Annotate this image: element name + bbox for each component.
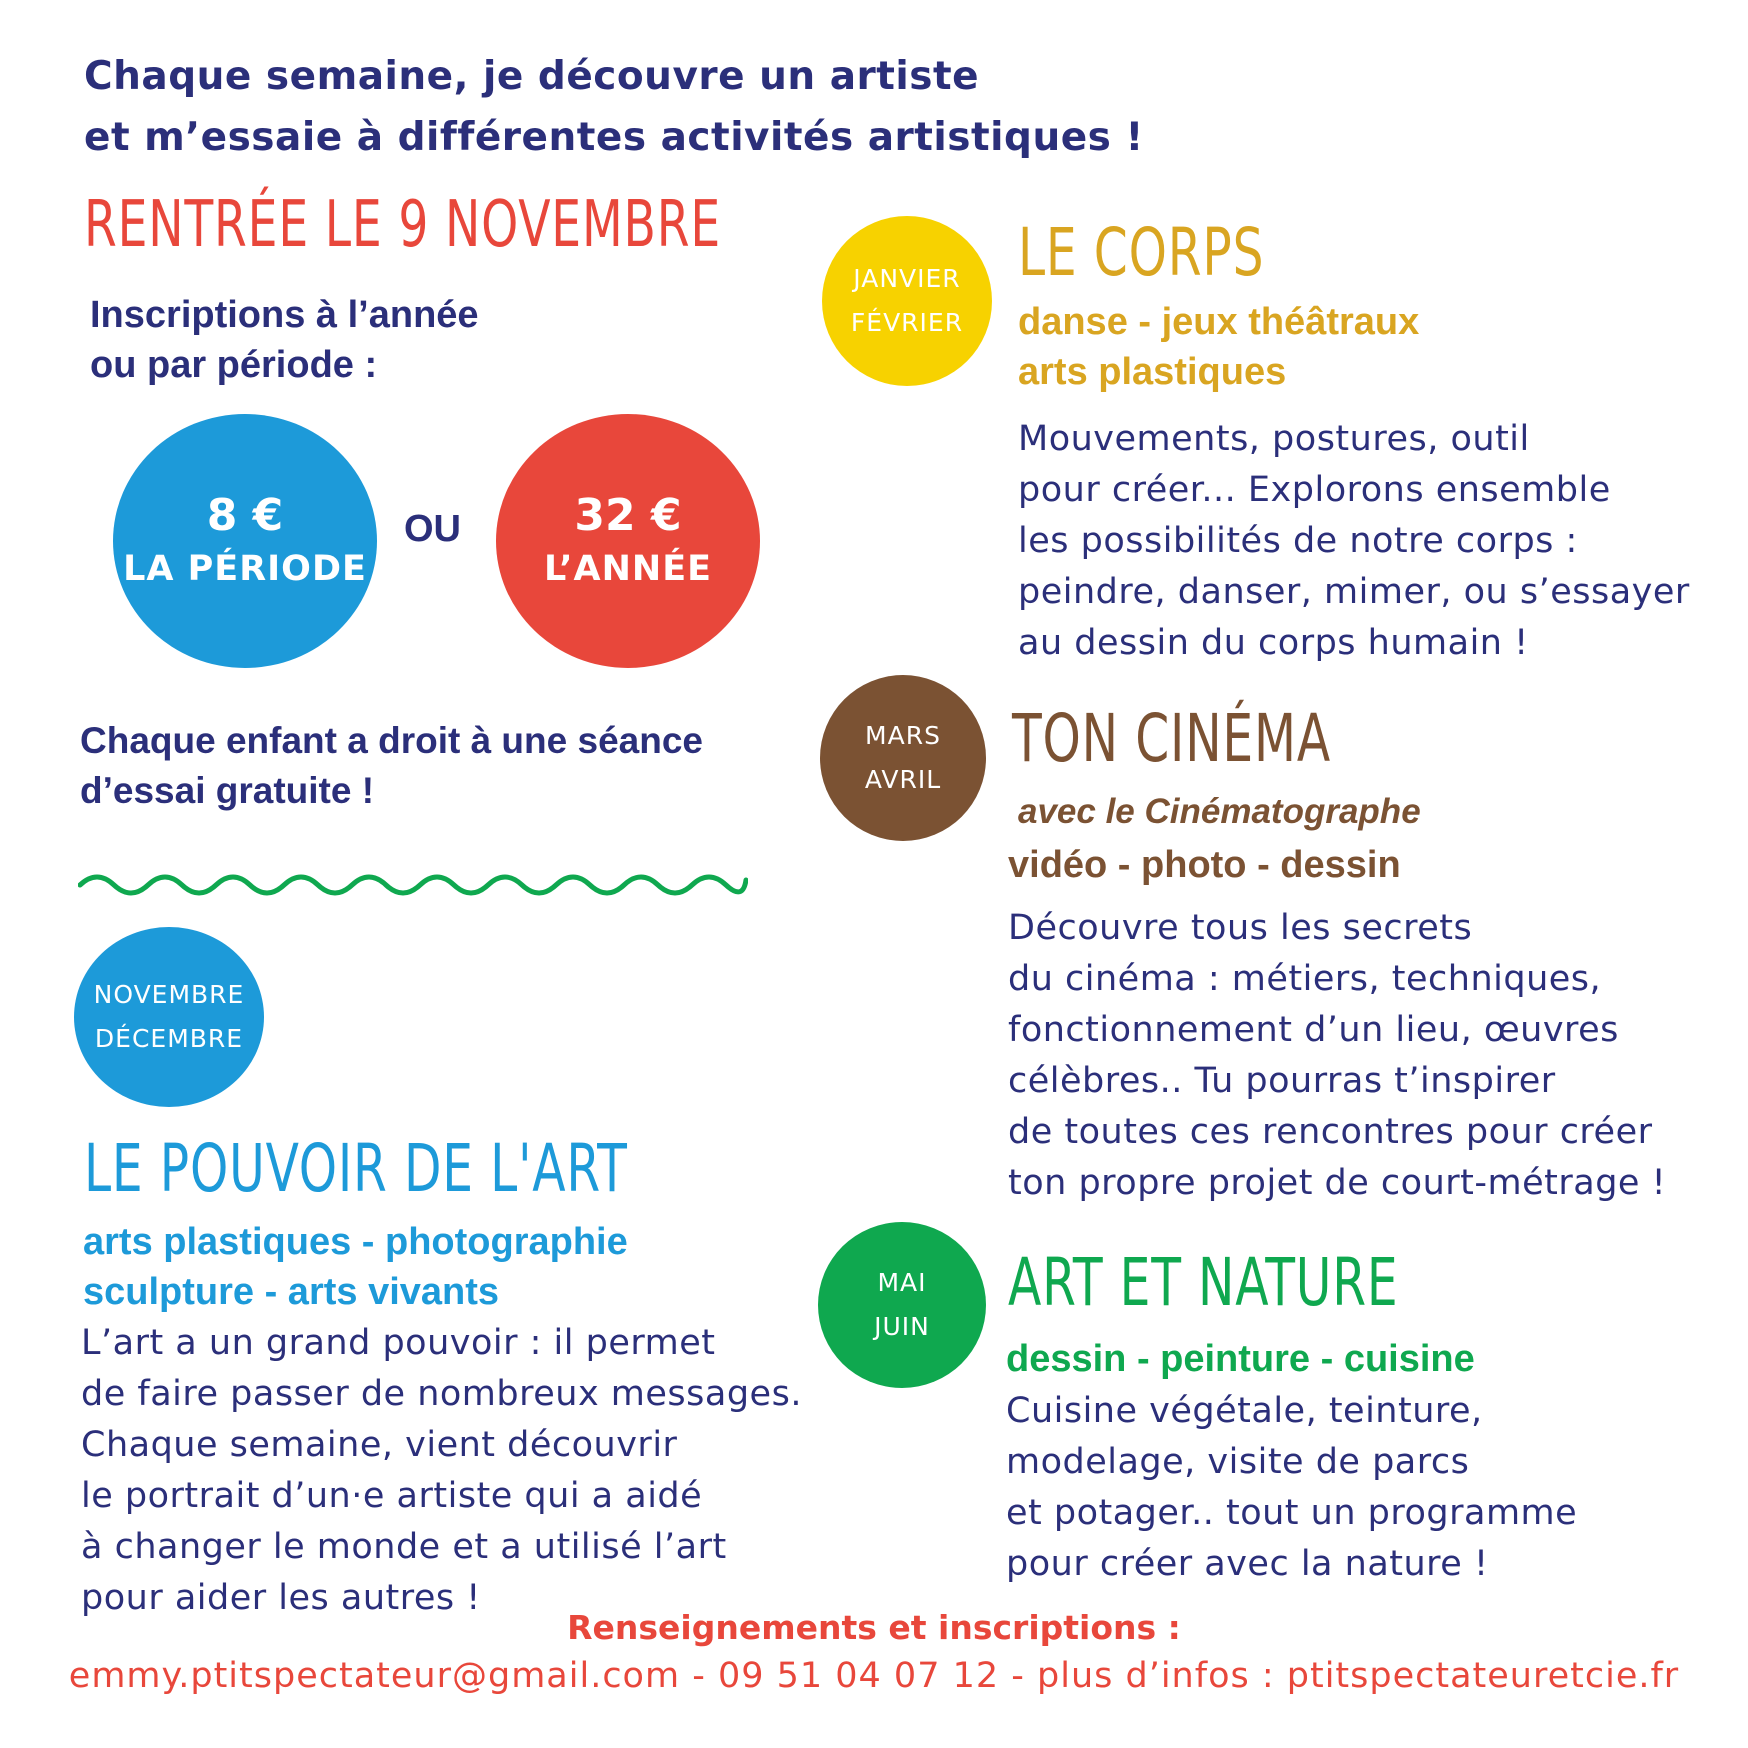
body-line: Découvre tous les secrets: [1008, 908, 1473, 948]
period-badge-jan-feb: [822, 216, 992, 386]
subtitle-line: danse - jeux théâtraux: [1018, 301, 1420, 343]
body-line: de faire passer de nombreux messages.: [81, 1374, 802, 1414]
period-month: AVRIL: [864, 765, 942, 794]
section-title-corps: LE CORPS: [1018, 214, 1265, 291]
inscriptions-line-1: Inscriptions à l’année: [90, 294, 479, 336]
body-line: de toutes ces rencontres pour créer: [1008, 1112, 1653, 1152]
section-body-corps: [1018, 414, 1690, 669]
body-line: célèbres.. Tu pourras t’inspirer: [1008, 1061, 1556, 1101]
section-body-art-power: [81, 1318, 802, 1624]
price-period-badge: [113, 414, 377, 668]
price-period-amount: 8 €: [206, 490, 284, 541]
section-body-nature: [1006, 1386, 1577, 1590]
body-line: L’art a un grand pouvoir : il permet: [81, 1323, 716, 1363]
section-body-cinema: [1008, 903, 1666, 1209]
subtitle-line: dessin - peinture - cuisine: [1006, 1338, 1475, 1380]
section-subtitle-corps: [1018, 297, 1419, 397]
intro-line-1: Chaque semaine, je découvre un artiste: [84, 54, 980, 99]
cinema-partner: avec le Cinématographe: [1018, 792, 1421, 831]
period-month: NOVEMBRE: [93, 980, 245, 1009]
body-line: Chaque semaine, vient découvrir: [81, 1425, 678, 1465]
body-line: pour créer avec la nature !: [1006, 1544, 1489, 1584]
period-month: DÉCEMBRE: [94, 1024, 244, 1053]
section-title-cinema: TON CINÉMA: [1012, 700, 1331, 777]
period-month: MARS: [865, 721, 941, 750]
inscriptions-line-2: ou par période :: [90, 344, 378, 386]
footer-contact: emmy.ptitspectateur@gmail.com - 09 51 04 07 12 - plus d’infos : ptitspectateuretcie.fr: [68, 1656, 1680, 1696]
section-subtitle-cinema: [1008, 840, 1401, 890]
period-month: MAI: [877, 1268, 927, 1297]
or-label: OU: [404, 508, 461, 550]
body-line: ton propre projet de court-métrage !: [1008, 1163, 1667, 1203]
intro-heading: [84, 46, 1384, 168]
body-line: pour créer... Explorons ensemble: [1018, 470, 1611, 510]
intro-line-2: et m’essaie à différentes activités artistiques !: [84, 115, 1144, 160]
body-line: fonctionnement d’un lieu, œuvres: [1008, 1010, 1619, 1050]
period-badge-may-jun: [818, 1222, 986, 1388]
price-year-amount: 32 €: [574, 490, 682, 541]
body-line: le portrait d’un·e artiste qui a aidé: [81, 1476, 703, 1516]
body-line: Cuisine végétale, teinture,: [1006, 1391, 1483, 1431]
subtitle-line: arts plastiques: [1018, 351, 1287, 393]
body-line: Mouvements, postures, outil: [1018, 419, 1530, 459]
rentree-title: RENTRÉE LE 9 NOVEMBRE: [84, 188, 721, 262]
footer-title: Renseignements et inscriptions :: [567, 1608, 1181, 1647]
body-line: les possibilités de notre corps :: [1018, 521, 1578, 561]
period-month: JANVIER: [853, 264, 961, 293]
wave-divider: [78, 870, 748, 900]
period-month: JUIN: [874, 1312, 930, 1341]
body-line: et potager.. tout un programme: [1006, 1493, 1578, 1533]
section-title-nature: ART ET NATURE: [1008, 1244, 1399, 1321]
price-period-label: LA PÉRIODE: [123, 549, 367, 589]
inscriptions-text: [90, 290, 479, 390]
section-title-art-power: LE POUVOIR DE L'ART: [84, 1130, 628, 1207]
body-line: peindre, danser, mimer, ou s’essayer: [1018, 572, 1690, 612]
body-line: du cinéma : métiers, techniques,: [1008, 959, 1602, 999]
period-badge-mar-apr: [820, 675, 986, 841]
section-subtitle-art-power: [83, 1217, 628, 1317]
period-month: FÉVRIER: [850, 308, 964, 337]
period-badge-nov-dec: [74, 927, 264, 1107]
body-line: pour aider les autres !: [81, 1578, 481, 1618]
body-line: à changer le monde et a utilisé l’art: [81, 1527, 727, 1567]
section-subtitle-nature: [1006, 1334, 1475, 1384]
trial-line-1: Chaque enfant a droit à une séance: [80, 720, 703, 761]
subtitle-line: arts plastiques - photographie: [83, 1221, 628, 1263]
subtitle-line: sculpture - arts vivants: [83, 1271, 500, 1313]
price-year-badge: [496, 414, 760, 668]
body-line: au dessin du corps humain !: [1018, 623, 1529, 663]
price-year-label: L’ANNÉE: [543, 549, 713, 589]
trial-text: [80, 716, 703, 816]
trial-line-2: d’essai gratuite !: [80, 770, 375, 811]
subtitle-line: vidéo - photo - dessin: [1008, 844, 1401, 886]
body-line: modelage, visite de parcs: [1006, 1442, 1470, 1482]
